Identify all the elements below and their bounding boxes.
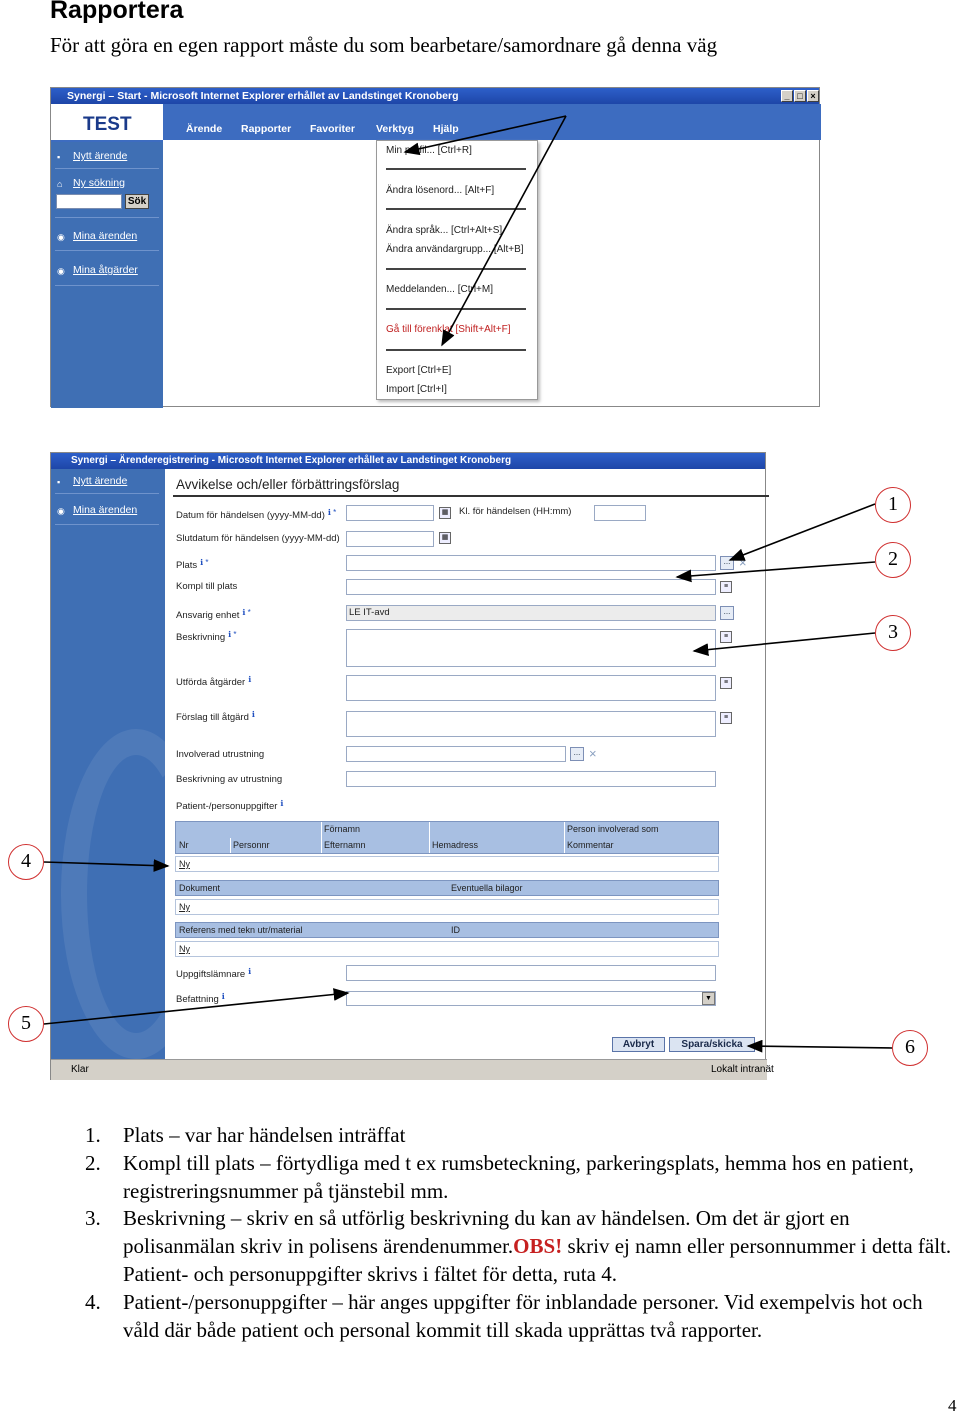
col-document: Dokument	[179, 883, 221, 893]
menu-item-favoriter[interactable]: Favoriter	[310, 123, 355, 135]
window-title: Synergi – Ärenderegistrering - Microsoft Internet Explorer erhållet av Landstinget Kronoberg	[71, 455, 512, 466]
list-text: Plats – var har händelsen inträffat	[123, 1123, 406, 1147]
label-actions-done: Utförda åtgärder $^ℹ$	[176, 675, 252, 688]
intro-text: För att göra en egen rapport måste du som bearbetare/samordnare gå denna väg	[50, 33, 718, 57]
list-number: 1.	[85, 1123, 101, 1147]
label-place: Plats $^{ℹ *}$	[176, 558, 209, 571]
menu-item-change-usergroup[interactable]: Ändra användargrupp... [Alt+B]	[386, 244, 524, 255]
callout-6: 6	[892, 1030, 928, 1066]
menu-item-rapporter[interactable]: Rapporter	[241, 123, 292, 135]
label-action-proposal: Förslag till åtgärd $^ℹ$	[176, 710, 255, 723]
list-text: skriv ej namn eller personnummer i detta fält. Patient- och personuppgifter skrivs i fältet för detta, ruta 4.	[123, 1234, 952, 1286]
equipment-lookup-button[interactable]: ...	[570, 747, 584, 761]
notepad-icon[interactable]: ≡	[720, 631, 732, 643]
col-id: ID	[451, 925, 460, 935]
callout-5: 5	[8, 1006, 44, 1042]
binoculars-icon: ⌂	[57, 179, 63, 189]
label-position: Befattning $^ℹ$	[176, 992, 225, 1005]
arrow-to-simplified	[442, 116, 566, 345]
menu-item-arende[interactable]: Ärende	[186, 123, 223, 135]
list-text: Beskrivning – skriv en så utförlig beskrivning du kan av händelsen. Om det är gjort en polisanmälan skriv in polisens ärendenummer.	[123, 1206, 850, 1259]
callout-1: 1	[875, 487, 911, 523]
clear-icon[interactable]: ×	[589, 746, 597, 761]
label-time: Kl. för händelsen (HH:mm)	[459, 506, 572, 517]
notepad-icon[interactable]: ≡	[720, 712, 732, 724]
sidebar-item-my-cases[interactable]: ◉ Mina ärenden	[57, 504, 138, 516]
arrow-circle-icon: ◉	[57, 232, 65, 242]
arrow-to-my-profile	[405, 116, 566, 152]
responsible-lookup-button[interactable]: ...	[720, 606, 734, 620]
arrow-circle-icon: ◉	[57, 266, 65, 276]
calendar-icon[interactable]: ▦	[439, 507, 451, 519]
responsible-input[interactable]: LE IT-avd	[346, 605, 716, 621]
cancel-button[interactable]: Avbryt	[612, 1037, 665, 1052]
arrow-1	[730, 504, 875, 560]
obs-warning: OBS!	[513, 1234, 563, 1259]
label-equipment: Involverad utrustning	[176, 749, 265, 760]
document-icon: ▪	[57, 152, 61, 162]
form-title: Avvikelse och/eller förbättringsförslag	[176, 477, 400, 492]
label-reporter: Uppgiftslämnare $^ℹ$	[176, 967, 252, 980]
new-document-link[interactable]: Ny	[179, 902, 190, 912]
col-nr: Nr	[179, 840, 189, 850]
label-responsible: Ansvarig enhet $^{ℹ *}$	[176, 608, 251, 621]
col-address: Hemadress	[432, 840, 479, 850]
sidebar-item-new-case[interactable]: ▪ Nytt ärende	[57, 475, 128, 487]
chevron-down-icon[interactable]: ▼	[702, 992, 715, 1005]
col-lastname: Efternamn	[324, 840, 366, 850]
status-zone: Lokalt intranät	[711, 1064, 774, 1075]
label-place-compl: Kompl till plats	[176, 581, 238, 592]
sidebar-item-my-actions[interactable]: ◉ Mina åtgärder	[57, 264, 138, 276]
menu-item-import[interactable]: Import [Ctrl+I]	[386, 384, 447, 395]
status-text: Klar	[71, 1064, 89, 1075]
list-item	[85, 1205, 960, 1288]
list-item	[85, 1289, 960, 1345]
page-number: 4	[948, 1396, 957, 1415]
maximize-button[interactable]: □	[794, 90, 806, 102]
arrow-circle-icon: ◉	[57, 506, 65, 516]
label-end-date: Slutdatum för händelsen (yyyy-MM-dd)	[176, 533, 340, 544]
new-patient-link[interactable]: Ny	[179, 859, 190, 869]
menu-item-my-profile[interactable]: Min profil... [Ctrl+R]	[386, 145, 472, 156]
list-text: Patient-/personuppgifter – här anges uppgifter för inblandade personer. Vid exempelvis hot och våld där både patient och personal kommit till skada upprättas två rapporter.	[123, 1289, 923, 1342]
list-number: 2.	[85, 1150, 101, 1175]
col-attachments: Eventuella bilagor	[451, 883, 523, 893]
callout-2: 2	[875, 542, 911, 578]
logo: TEST	[83, 114, 132, 135]
col-involved-as: Person involverad som	[567, 824, 659, 834]
arrow-4	[44, 862, 168, 866]
col-firstname: Förnamn	[324, 824, 361, 834]
label-equipment-desc: Beskrivning av utrustning	[176, 774, 283, 785]
clear-icon[interactable]: ×	[739, 555, 747, 570]
notepad-icon[interactable]: ≡	[720, 677, 732, 689]
callout-4: 4	[8, 844, 44, 880]
callout-3: 3	[875, 615, 911, 651]
arrow-2	[677, 562, 875, 577]
arrow-6	[748, 1046, 892, 1048]
col-comment: Kommentar	[567, 840, 614, 850]
list-number: 4.	[85, 1289, 101, 1314]
list-item	[85, 1122, 960, 1150]
label-description: Beskrivning $^{ℹ *}$	[176, 630, 237, 643]
search-button[interactable]: Sök	[125, 194, 149, 209]
menu-item-verktyg[interactable]: Verktyg	[376, 123, 414, 135]
close-button[interactable]: ×	[807, 90, 819, 102]
calendar-icon[interactable]: ▦	[439, 532, 451, 544]
list-item	[85, 1150, 960, 1206]
col-reference: Referens med tekn utr/material	[179, 925, 303, 935]
list-text: Kompl till plats – förtydliga med t ex rumsbeteckning, parkeringsplats, hemma hos en patient, registreringsnummer på tjänstebil mm.	[123, 1150, 914, 1203]
new-reference-link[interactable]: Ny	[179, 944, 190, 954]
label-date: Datum för händelsen (yyyy-MM-dd) $^{ℹ *}$	[176, 508, 337, 521]
sidebar-item-new-search[interactable]: ⌂ Ny sökning	[57, 177, 125, 189]
document-icon: ▪	[57, 477, 61, 487]
sidebar-item-new-case[interactable]: ▪ Nytt ärende	[57, 150, 128, 162]
menu-item-change-password[interactable]: Ändra lösenord... [Alt+F]	[386, 185, 495, 196]
window-title: Synergi – Start - Microsoft Internet Explorer erhållet av Landstinget Kronoberg	[67, 90, 459, 102]
menu-item-messages[interactable]: Meddelanden... [Ctrl+M]	[386, 284, 493, 295]
arrow-3	[694, 633, 875, 651]
save-send-button[interactable]: Spara/skicka	[669, 1037, 755, 1052]
notepad-icon[interactable]: ≡	[720, 581, 732, 593]
col-personnr: Personnr	[233, 840, 270, 850]
sidebar-item-my-cases[interactable]: ◉ Mina ärenden	[57, 230, 138, 242]
minimize-button[interactable]: _	[781, 90, 793, 102]
menu-item-change-language[interactable]: Ändra språk... [Ctrl+Alt+S]	[386, 225, 503, 236]
page-title: Rapportera	[50, 0, 184, 24]
arrow-5	[44, 993, 348, 1024]
list-number: 3.	[85, 1206, 101, 1231]
explanation-list	[85, 1122, 960, 1344]
label-patient-info: Patient-/personuppgifter $^ℹ$	[176, 799, 284, 812]
place-lookup-button[interactable]: ...	[720, 556, 734, 570]
menu-item-hjalp[interactable]: Hjälp	[433, 123, 459, 135]
menu-item-export[interactable]: Export [Ctrl+E]	[386, 365, 452, 376]
menu-item-simplified[interactable]: Gå till förenklat [Shift+Alt+F]	[386, 324, 511, 335]
